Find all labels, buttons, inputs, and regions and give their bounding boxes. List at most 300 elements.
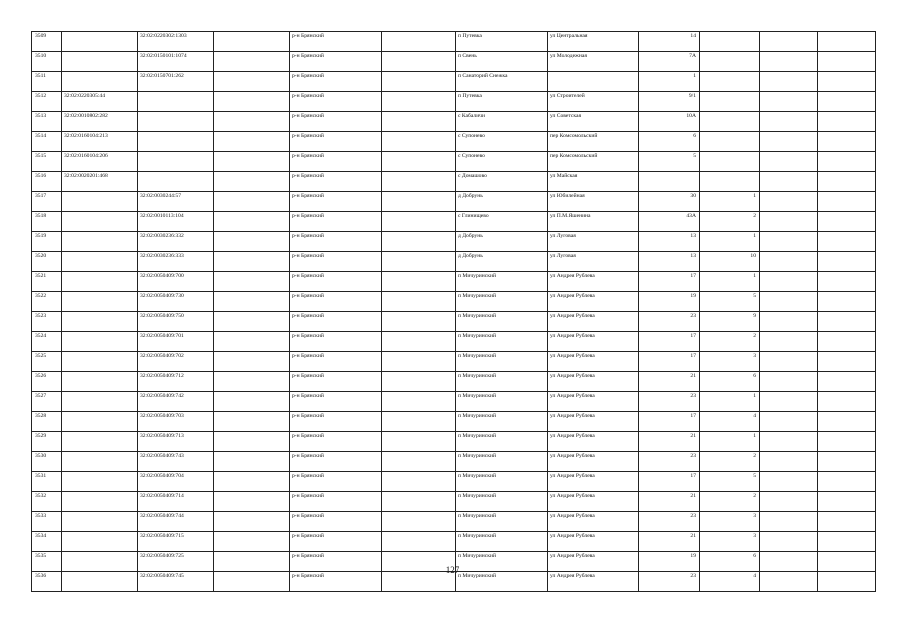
apartment-number-cell: 1 bbox=[700, 232, 760, 252]
region-cell: р-н Брянский bbox=[290, 52, 382, 72]
row-number-cell: 3530 bbox=[32, 452, 62, 472]
row-number-cell: 3534 bbox=[32, 532, 62, 552]
cadastral-number-cell bbox=[62, 352, 138, 372]
empty-cell bbox=[214, 132, 290, 152]
cadastral-number-cell bbox=[62, 252, 138, 272]
region-cell: р-н Брянский bbox=[290, 192, 382, 212]
empty-cell bbox=[760, 212, 818, 232]
cadastral-number-cell bbox=[62, 512, 138, 532]
row-number-cell: 3533 bbox=[32, 512, 62, 532]
cadastral-number-cell bbox=[62, 332, 138, 352]
street-cell: ул Андрея Рублева bbox=[548, 492, 639, 512]
row-number-cell: 3509 bbox=[32, 32, 62, 52]
cadastral-number-alt-cell: 32:02:0050409:742 bbox=[138, 392, 214, 412]
cadastral-number-alt-cell: 32:02:0220302:1303 bbox=[138, 32, 214, 52]
cadastral-number-cell bbox=[62, 412, 138, 432]
table-row bbox=[32, 492, 876, 512]
house-number-cell: 19 bbox=[639, 292, 700, 312]
apartment-number-cell bbox=[700, 32, 760, 52]
row-number-cell: 3517 bbox=[32, 192, 62, 212]
cadastral-number-cell bbox=[62, 432, 138, 452]
empty-cell bbox=[214, 392, 290, 412]
row-number-cell: 3520 bbox=[32, 252, 62, 272]
cadastral-number-alt-cell: 32:02:0050409:725 bbox=[138, 552, 214, 572]
cadastral-number-cell bbox=[62, 232, 138, 252]
house-number-cell: 17 bbox=[639, 472, 700, 492]
table-row bbox=[32, 172, 876, 192]
empty-cell bbox=[818, 352, 876, 372]
table-row bbox=[32, 532, 876, 552]
house-number-cell: 17 bbox=[639, 412, 700, 432]
empty-cell bbox=[760, 192, 818, 212]
region-cell: р-н Брянский bbox=[290, 212, 382, 232]
street-cell: ул Андрея Рублева bbox=[548, 472, 639, 492]
empty-cell bbox=[818, 212, 876, 232]
empty-cell bbox=[760, 232, 818, 252]
region-cell: р-н Брянский bbox=[290, 372, 382, 392]
empty-cell bbox=[818, 532, 876, 552]
street-cell: ул Андрея Рублева bbox=[548, 352, 639, 372]
region-cell: р-н Брянский bbox=[290, 132, 382, 152]
cadastral-number-alt-cell: 32:02:0050409:743 bbox=[138, 452, 214, 472]
cadastral-number-alt-cell: 32:02:0050409:745 bbox=[138, 572, 214, 592]
empty-cell bbox=[214, 92, 290, 112]
empty-cell bbox=[818, 512, 876, 532]
settlement-cell: п Мичуринский bbox=[456, 532, 548, 552]
empty-cell bbox=[382, 372, 456, 392]
empty-cell bbox=[760, 132, 818, 152]
empty-cell bbox=[214, 452, 290, 472]
empty-cell bbox=[214, 192, 290, 212]
region-cell: р-н Брянский bbox=[290, 232, 382, 252]
empty-cell bbox=[760, 272, 818, 292]
table-row bbox=[32, 72, 876, 92]
cadastral-number-cell: 32:02:0220305:44 bbox=[62, 92, 138, 112]
apartment-number-cell bbox=[700, 152, 760, 172]
document-table bbox=[31, 31, 876, 592]
table-row bbox=[32, 432, 876, 452]
empty-cell bbox=[760, 472, 818, 492]
apartment-number-cell: 9 bbox=[700, 312, 760, 332]
street-cell: ул Майская bbox=[548, 172, 639, 192]
empty-cell bbox=[382, 432, 456, 452]
region-cell: р-н Брянский bbox=[290, 332, 382, 352]
table-row bbox=[32, 192, 876, 212]
empty-cell bbox=[760, 412, 818, 432]
region-cell: р-н Брянский bbox=[290, 552, 382, 572]
table-row bbox=[32, 472, 876, 492]
row-number-cell: 3512 bbox=[32, 92, 62, 112]
house-number-cell: 21 bbox=[639, 492, 700, 512]
empty-cell bbox=[760, 292, 818, 312]
empty-cell bbox=[818, 252, 876, 272]
settlement-cell: п Мичуринский bbox=[456, 512, 548, 532]
region-cell: р-н Брянский bbox=[290, 152, 382, 172]
cadastral-number-cell: 32:02:0020201:468 bbox=[62, 172, 138, 192]
house-number-cell: 13 bbox=[639, 252, 700, 272]
region-cell: р-н Брянский bbox=[290, 292, 382, 312]
empty-cell bbox=[760, 512, 818, 532]
empty-cell bbox=[760, 372, 818, 392]
apartment-number-cell bbox=[700, 52, 760, 72]
region-cell: р-н Брянский bbox=[290, 492, 382, 512]
cadastral-number-cell bbox=[62, 312, 138, 332]
street-cell: пер Комсомольский bbox=[548, 152, 639, 172]
cadastral-number-alt-cell bbox=[138, 92, 214, 112]
house-number-cell: 21 bbox=[639, 432, 700, 452]
street-cell: ул Андрея Рублева bbox=[548, 572, 639, 592]
row-number-cell: 3529 bbox=[32, 432, 62, 452]
street-cell: ул П.М.Яшенина bbox=[548, 212, 639, 232]
cadastral-number-alt-cell: 32:02:0050409:750 bbox=[138, 312, 214, 332]
row-number-cell: 3514 bbox=[32, 132, 62, 152]
apartment-number-cell: 3 bbox=[700, 512, 760, 532]
settlement-cell: п Мичуринский bbox=[456, 312, 548, 332]
cadastral-number-alt-cell bbox=[138, 152, 214, 172]
street-cell bbox=[548, 72, 639, 92]
empty-cell bbox=[214, 292, 290, 312]
settlement-cell: п Мичуринский bbox=[456, 472, 548, 492]
empty-cell bbox=[818, 312, 876, 332]
empty-cell bbox=[214, 492, 290, 512]
empty-cell bbox=[382, 352, 456, 372]
empty-cell bbox=[818, 52, 876, 72]
empty-cell bbox=[382, 412, 456, 432]
empty-cell bbox=[382, 452, 456, 472]
house-number-cell: 17 bbox=[639, 332, 700, 352]
empty-cell bbox=[382, 212, 456, 232]
empty-cell bbox=[818, 192, 876, 212]
house-number-cell: 23 bbox=[639, 312, 700, 332]
street-cell: ул Советская bbox=[548, 112, 639, 132]
cadastral-number-cell: 32:02:0160104:206 bbox=[62, 152, 138, 172]
apartment-number-cell: 6 bbox=[700, 552, 760, 572]
cadastral-number-cell bbox=[62, 492, 138, 512]
empty-cell bbox=[214, 212, 290, 232]
empty-cell bbox=[382, 312, 456, 332]
cadastral-number-cell bbox=[62, 452, 138, 472]
cadastral-number-cell bbox=[62, 32, 138, 52]
apartment-number-cell: 2 bbox=[700, 332, 760, 352]
empty-cell bbox=[214, 172, 290, 192]
settlement-cell: п Мичуринский bbox=[456, 332, 548, 352]
settlement-cell: п Мичуринский bbox=[456, 272, 548, 292]
house-number-cell: 17 bbox=[639, 352, 700, 372]
empty-cell bbox=[818, 272, 876, 292]
apartment-number-cell: 4 bbox=[700, 412, 760, 432]
house-number-cell: 30 bbox=[639, 192, 700, 212]
cadastral-number-cell bbox=[62, 72, 138, 92]
cadastral-number-alt-cell: 32:02:0050409:730 bbox=[138, 292, 214, 312]
empty-cell bbox=[818, 492, 876, 512]
cadastral-number-alt-cell bbox=[138, 112, 214, 132]
empty-cell bbox=[382, 32, 456, 52]
empty-cell bbox=[760, 32, 818, 52]
house-number-cell: 1 bbox=[639, 72, 700, 92]
cadastral-number-alt-cell: 32:02:0010113:104 bbox=[138, 212, 214, 232]
house-number-cell: 19 bbox=[639, 552, 700, 572]
street-cell: ул Андрея Рублева bbox=[548, 452, 639, 472]
cadastral-number-cell: 32:02:0010802:282 bbox=[62, 112, 138, 132]
apartment-number-cell bbox=[700, 92, 760, 112]
cadastral-number-alt-cell: 32:02:0150701:262 bbox=[138, 72, 214, 92]
empty-cell bbox=[760, 252, 818, 272]
empty-cell bbox=[760, 92, 818, 112]
house-number-cell: 23 bbox=[639, 392, 700, 412]
empty-cell bbox=[760, 452, 818, 472]
region-cell: р-н Брянский bbox=[290, 312, 382, 332]
apartment-number-cell bbox=[700, 132, 760, 152]
apartment-number-cell: 4 bbox=[700, 572, 760, 592]
street-cell: ул Андрея Рублева bbox=[548, 332, 639, 352]
region-cell: р-н Брянский bbox=[290, 352, 382, 372]
table-row bbox=[32, 252, 876, 272]
empty-cell bbox=[760, 172, 818, 192]
cadastral-number-alt-cell: 32:02:0050409:702 bbox=[138, 352, 214, 372]
table-row bbox=[32, 352, 876, 372]
street-cell: ул Андрея Рублева bbox=[548, 312, 639, 332]
empty-cell bbox=[760, 492, 818, 512]
empty-cell bbox=[214, 112, 290, 132]
cadastral-number-alt-cell: 32:02:0050409:715 bbox=[138, 532, 214, 552]
street-cell: ул Андрея Рублева bbox=[548, 372, 639, 392]
table-row bbox=[32, 92, 876, 112]
table-row bbox=[32, 312, 876, 332]
row-number-cell: 3531 bbox=[32, 472, 62, 492]
house-number-cell: 14 bbox=[639, 32, 700, 52]
cadastral-number-alt-cell: 32:02:0030236:332 bbox=[138, 232, 214, 252]
row-number-cell: 3516 bbox=[32, 172, 62, 192]
empty-cell bbox=[818, 92, 876, 112]
cadastral-number-alt-cell: 32:02:0050409:703 bbox=[138, 412, 214, 432]
empty-cell bbox=[382, 232, 456, 252]
empty-cell bbox=[760, 152, 818, 172]
table-row bbox=[32, 372, 876, 392]
house-number-cell: 21 bbox=[639, 532, 700, 552]
street-cell: ул Луговая bbox=[548, 232, 639, 252]
apartment-number-cell: 1 bbox=[700, 432, 760, 452]
empty-cell bbox=[760, 52, 818, 72]
cadastral-number-alt-cell: 32:02:0050409:704 bbox=[138, 472, 214, 492]
cadastral-number-alt-cell: 32:02:0030244:57 bbox=[138, 192, 214, 212]
empty-cell bbox=[818, 32, 876, 52]
cadastral-number-cell bbox=[62, 52, 138, 72]
empty-cell bbox=[760, 392, 818, 412]
table-row bbox=[32, 232, 876, 252]
settlement-cell: с Супонево bbox=[456, 132, 548, 152]
empty-cell bbox=[382, 392, 456, 412]
page-number: 127 bbox=[445, 565, 460, 575]
table-row bbox=[32, 212, 876, 232]
empty-cell bbox=[818, 232, 876, 252]
house-number-cell bbox=[639, 172, 700, 192]
table-row bbox=[32, 412, 876, 432]
region-cell: р-н Брянский bbox=[290, 452, 382, 472]
row-number-cell: 3524 bbox=[32, 332, 62, 352]
street-cell: ул Андрея Рублева bbox=[548, 272, 639, 292]
house-number-cell: 23 bbox=[639, 512, 700, 532]
empty-cell bbox=[214, 352, 290, 372]
empty-cell bbox=[214, 72, 290, 92]
street-cell: ул Луговая bbox=[548, 252, 639, 272]
empty-cell bbox=[214, 532, 290, 552]
empty-cell bbox=[818, 452, 876, 472]
house-number-cell: 13 bbox=[639, 232, 700, 252]
house-number-cell: 17 bbox=[639, 272, 700, 292]
cadastral-number-alt-cell: 32:02:0150101:1074 bbox=[138, 52, 214, 72]
table-row bbox=[32, 32, 876, 52]
apartment-number-cell bbox=[700, 112, 760, 132]
empty-cell bbox=[214, 272, 290, 292]
region-cell: р-н Брянский bbox=[290, 532, 382, 552]
apartment-number-cell: 5 bbox=[700, 472, 760, 492]
empty-cell bbox=[818, 332, 876, 352]
settlement-cell: д Добрунь bbox=[456, 192, 548, 212]
table-row bbox=[32, 272, 876, 292]
row-number-cell: 3528 bbox=[32, 412, 62, 432]
settlement-cell: п Мичуринский bbox=[456, 292, 548, 312]
row-number-cell: 3513 bbox=[32, 112, 62, 132]
table-row bbox=[32, 332, 876, 352]
table-row bbox=[32, 512, 876, 532]
cadastral-number-alt-cell: 32:02:0050409:744 bbox=[138, 512, 214, 532]
cadastral-number-alt-cell bbox=[138, 132, 214, 152]
settlement-cell: п Мичуринский bbox=[456, 572, 548, 592]
empty-cell bbox=[382, 172, 456, 192]
apartment-number-cell: 6 bbox=[700, 372, 760, 392]
street-cell: ул Строителей bbox=[548, 92, 639, 112]
row-number-cell: 3536 bbox=[32, 572, 62, 592]
region-cell: р-н Брянский bbox=[290, 572, 382, 592]
settlement-cell: с Домашово bbox=[456, 172, 548, 192]
empty-cell bbox=[214, 412, 290, 432]
apartment-number-cell bbox=[700, 172, 760, 192]
settlement-cell: п Санаторий Снежка bbox=[456, 72, 548, 92]
region-cell: р-н Брянский bbox=[290, 472, 382, 492]
region-cell: р-н Брянский bbox=[290, 112, 382, 132]
table-row bbox=[32, 452, 876, 472]
apartment-number-cell: 1 bbox=[700, 272, 760, 292]
settlement-cell: с Кабаличи bbox=[456, 112, 548, 132]
cadastral-number-alt-cell: 32:02:0050409:714 bbox=[138, 492, 214, 512]
cadastral-number-cell: 32:02:0160104:213 bbox=[62, 132, 138, 152]
cadastral-number-alt-cell: 32:02:0050409:700 bbox=[138, 272, 214, 292]
settlement-cell: п Мичуринский bbox=[456, 552, 548, 572]
row-number-cell: 3535 bbox=[32, 552, 62, 572]
cadastral-number-cell bbox=[62, 372, 138, 392]
row-number-cell: 3518 bbox=[32, 212, 62, 232]
street-cell: ул Андрея Рублева bbox=[548, 392, 639, 412]
empty-cell bbox=[382, 92, 456, 112]
region-cell: р-н Брянский bbox=[290, 432, 382, 452]
empty-cell bbox=[818, 432, 876, 452]
empty-cell bbox=[382, 252, 456, 272]
empty-cell bbox=[818, 152, 876, 172]
empty-cell bbox=[214, 232, 290, 252]
empty-cell bbox=[760, 352, 818, 372]
empty-cell bbox=[382, 112, 456, 132]
street-cell: ул Юбилейная bbox=[548, 192, 639, 212]
empty-cell bbox=[818, 372, 876, 392]
house-number-cell: 6 bbox=[639, 132, 700, 152]
settlement-cell: п Мичуринский bbox=[456, 392, 548, 412]
house-number-cell: 7А bbox=[639, 52, 700, 72]
table-row bbox=[32, 292, 876, 312]
street-cell: ул Молодежная bbox=[548, 52, 639, 72]
empty-cell bbox=[214, 152, 290, 172]
empty-cell bbox=[382, 472, 456, 492]
region-cell: р-н Брянский bbox=[290, 72, 382, 92]
apartment-number-cell: 1 bbox=[700, 192, 760, 212]
settlement-cell: п Свень bbox=[456, 52, 548, 72]
row-number-cell: 3522 bbox=[32, 292, 62, 312]
settlement-cell: п Мичуринский bbox=[456, 452, 548, 472]
empty-cell bbox=[214, 52, 290, 72]
empty-cell bbox=[760, 432, 818, 452]
street-cell: ул Андрея Рублева bbox=[548, 552, 639, 572]
apartment-number-cell: 2 bbox=[700, 452, 760, 472]
empty-cell bbox=[214, 32, 290, 52]
empty-cell bbox=[214, 512, 290, 532]
cadastral-number-cell bbox=[62, 272, 138, 292]
region-cell: р-н Брянский bbox=[290, 252, 382, 272]
empty-cell bbox=[382, 52, 456, 72]
region-cell: р-н Брянский bbox=[290, 92, 382, 112]
table-body bbox=[32, 32, 876, 592]
house-number-cell: 23 bbox=[639, 452, 700, 472]
empty-cell bbox=[214, 372, 290, 392]
cadastral-number-alt-cell: 32:02:0050409:701 bbox=[138, 332, 214, 352]
street-cell: пер Комсомольский bbox=[548, 132, 639, 152]
house-number-cell: 23 bbox=[639, 572, 700, 592]
empty-cell bbox=[382, 152, 456, 172]
row-number-cell: 3523 bbox=[32, 312, 62, 332]
row-number-cell: 3525 bbox=[32, 352, 62, 372]
settlement-cell: с Глинищево bbox=[456, 212, 548, 232]
cadastral-number-alt-cell: 32:02:0050409:712 bbox=[138, 372, 214, 392]
empty-cell bbox=[818, 412, 876, 432]
cadastral-number-cell bbox=[62, 472, 138, 492]
house-number-cell: 9/1 bbox=[639, 92, 700, 112]
settlement-cell: п Мичуринский bbox=[456, 352, 548, 372]
region-cell: р-н Брянский bbox=[290, 392, 382, 412]
region-cell: р-н Брянский bbox=[290, 32, 382, 52]
table-row bbox=[32, 392, 876, 412]
apartment-number-cell: 3 bbox=[700, 532, 760, 552]
empty-cell bbox=[382, 72, 456, 92]
empty-cell bbox=[214, 472, 290, 492]
empty-cell bbox=[382, 532, 456, 552]
apartment-number-cell: 3 bbox=[700, 352, 760, 372]
empty-cell bbox=[214, 432, 290, 452]
street-cell: ул Андрея Рублева bbox=[548, 512, 639, 532]
empty-cell bbox=[214, 252, 290, 272]
empty-cell bbox=[760, 532, 818, 552]
row-number-cell: 3511 bbox=[32, 72, 62, 92]
cadastral-number-cell bbox=[62, 192, 138, 212]
empty-cell bbox=[818, 472, 876, 492]
table-row bbox=[32, 132, 876, 152]
empty-cell bbox=[760, 312, 818, 332]
table-row bbox=[32, 52, 876, 72]
cadastral-number-alt-cell: 32:02:0050409:713 bbox=[138, 432, 214, 452]
empty-cell bbox=[760, 332, 818, 352]
house-number-cell: 5 bbox=[639, 152, 700, 172]
house-number-cell: 21 bbox=[639, 372, 700, 392]
settlement-cell: п Мичуринский bbox=[456, 412, 548, 432]
apartment-number-cell: 5 bbox=[700, 292, 760, 312]
empty-cell bbox=[382, 132, 456, 152]
